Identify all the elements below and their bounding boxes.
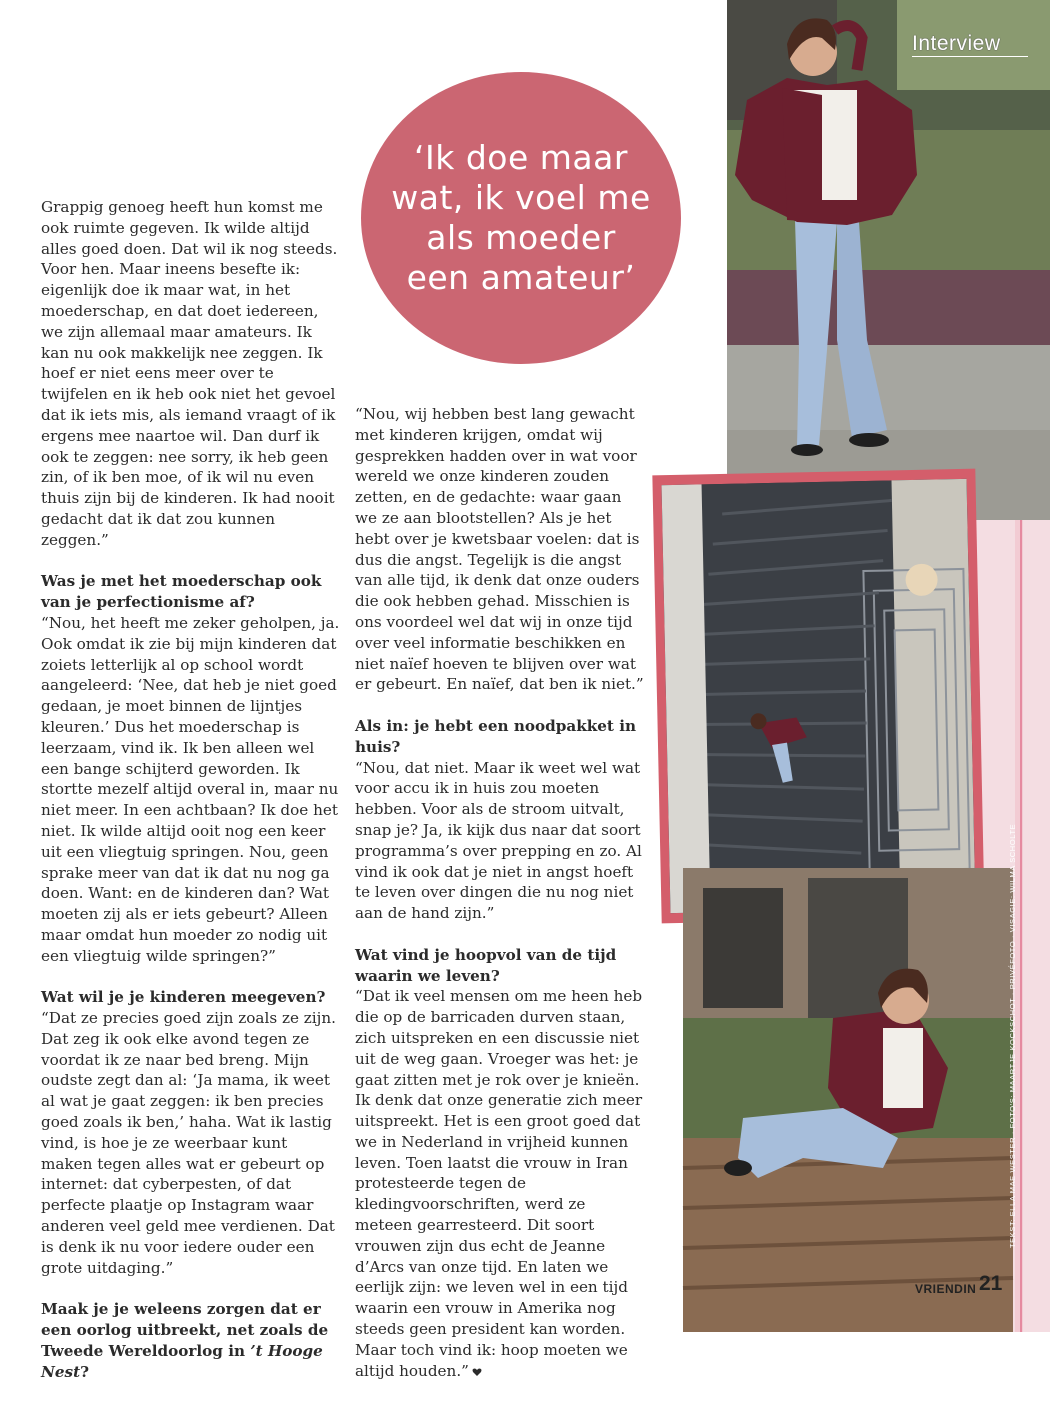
- article-column-left: [41, 197, 341, 1382]
- book-title: ’t Hooge Nest: [41, 1341, 323, 1381]
- answer-paragraph: “Nou, wij hebben best lang gewacht met kinderen krijgen, omdat wij gesprekken hadden over in wat voor wereld we onze kinderen zouden zetten, en de gedachte: waar gaan we ze aan blootstellen? Als je het hebt over je kwetsbaar voelen: dat is dus die angst. Tegelijk is die angst van alle tijd, ik denk dat onze ouders die ook hebben gehad. Misschien is ons voordeel wel dat wij in onze tijd over veel informatie beschikken en niet naïef hoeven te blijven over wat er gebeurt. En naïef, dat ben ik niet.”: [355, 405, 644, 694]
- section-label: Interview: [912, 32, 1001, 55]
- answer-paragraph: “Dat ze precies goed zijn zoals ze zijn. Dat zeg ik ook elke avond tegen ze voordat ik ze naar bed breng. Mijn oudste zegt dan al: ‘Ja mama, ik weet al wat je gaat zeggen: ik ben precies goed zoals ik ben,’ haha. Wat ik lastig vind, is hoe je ze weerbaar kunt maken tegen alles wat er gebeurt op internet: dat cyberpesten, of dat perfecte plaatje op Instagram waar anderen veel geld mee verdienen. Dat is denk ik nu voor iedere ouder een grote uitdaging.”: [41, 1009, 336, 1277]
- end-heart-icon: [472, 1367, 482, 1377]
- intro-paragraph: Grappig genoeg heeft hun komst me ook ruimte gegeven. Ik wilde altijd alles goed doen. Dat wil ik nog steeds. Voor hen. Maar ineens besefte ik: eigenlijk doe ik maar wat, in het moederschap, en dat doet iedereen, we zijn allemaal maar amateurs. Ik kan nu ook makkelijk nee zeggen. Ik hoef er niet eens meer over te twijfelen en ik heb ook niet het gevoel dat ik iets mis, als iemand vraagt of ik ergens mee naartoe wil. Dan durf ik ook te zeggen: nee sorry, ik heb geen zin, of ik ben moe, of ik wil nu even thuis zijn bij de kinderen. Ik had nooit gedacht dat ik dat zou kunnen zeggen.”: [41, 198, 338, 549]
- question-heading: [41, 1299, 341, 1382]
- section-underline: [912, 56, 1028, 57]
- question-heading: Wat vind je hoopvol van de tijd waarin we leven?: [355, 945, 617, 985]
- pull-quote-circle: [361, 72, 681, 364]
- question-heading: Als in: je hebt een noodpakket in huis?: [355, 716, 637, 756]
- photo-credits: TEKST: ELLA MAE WESTER · FOTO'S: MAARTJE KOCKSCHOT · PRIVÉFOTO · VISAGIE: WILMA SCHOLTE: [1008, 823, 1017, 1248]
- answer-paragraph: “Nou, dat niet. Maar ik weet wel wat voor accu ik in huis zou moeten hebben. Voor als de stroom uitvalt, snap je? Ja, ik kijk dus naar dat soort programma’s over prepping en zo. Al vind ik ook dat je niet in angst hoeft te leven over dingen die nu nog niet aan de hand zijn.”: [355, 758, 642, 923]
- pull-quote-text: ‘Ik doe maar wat, ik voel me als moeder een amateur’: [391, 138, 651, 297]
- question-mark: ?: [80, 1362, 90, 1381]
- photo-woman-standing: [727, 0, 1050, 520]
- photo-woman-bench: [683, 868, 1013, 1332]
- article-column-middle: [355, 404, 645, 1402]
- answer-paragraph: “Nou, het heeft me zeker geholpen, ja. Ook omdat ik zie bij mijn kinderen dat zoiets letterlijk al op school wordt aangeleerd: ‘Nee, dat heb je niet goed gedaan, je moet binnen de lijntjes kleuren.’ Dus het moederschap is leerzaam, vind ik. Ik ben alleen wel een bange schijterd geworden. Ik stortte mezelf altijd overal in, maar nu niet meer. In een achtbaan? Ik doe het niet. Ik wilde altijd ooit nog een keer uit een vliegtuig springen. Nou, geen sprake meer van dat ik dat nu nog ga doen. Want: en de kinderen dan? Wat moeten zij als er iets gebeurt? Alleen maar omdat hun moeder zo nodig uit een vliegtuig wilde springen?”: [41, 613, 340, 965]
- photo-staircase: [662, 479, 976, 913]
- page-number: 21: [979, 1272, 1003, 1295]
- answer-paragraph: [355, 986, 645, 1381]
- question-heading: Wat wil je je kinderen meegeven?: [41, 988, 326, 1007]
- magazine-brand: VRIENDIN: [915, 1282, 977, 1296]
- answer-text: “Dat ik veel mensen om me heen heb die op de barricaden durven staan, zich uitspreken en een discussie niet uit de weg gaan. Vroeger was het: je gaat zitten met je rok over je knieën. Ik denk dat onze generatie zich meer uitspreekt. Het is een groot goed dat we in Nederland in vrijheid kunnen leven. Toen laatst die vrouw in Iran protesteerde tegen de kledingvoorschriften, werd ze meteen gearresteerd. Dit soort vrouwen zijn dus echt de Jeanne d’Arcs van onze tijd. En laten we eerlijk zijn: we leven wel in een tijd waarin een vrouw in Amerika nog steeds geen president kan worden. Maar toch vind ik: hoop moeten we altijd houden.”: [355, 987, 643, 1380]
- question-text: Maak je je weleens zorgen dat er een oorlog uitbreekt, net zoals de Tweede Wereldoorlog in: [41, 1300, 329, 1360]
- pink-stripe-line: [1020, 520, 1022, 1332]
- question-heading: Was je met het moederschap ook van je perfectionisme af?: [41, 572, 322, 612]
